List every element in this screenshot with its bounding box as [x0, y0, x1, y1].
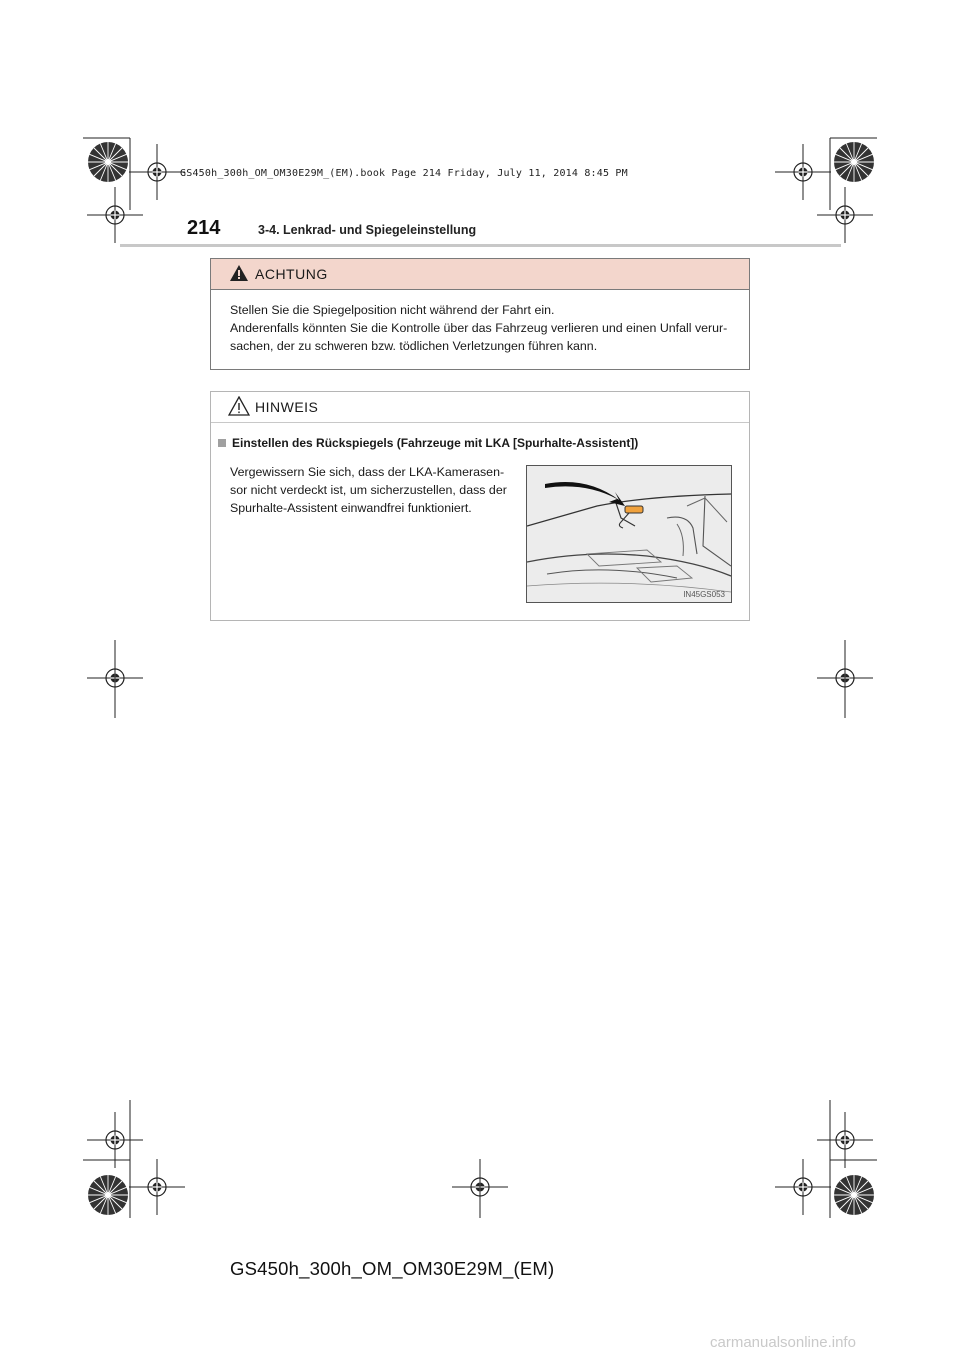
warning-title: ACHTUNG [255, 266, 328, 282]
warning-header [211, 259, 749, 290]
camera-sensor-illustration [526, 465, 732, 603]
notice-triangle-icon [228, 396, 250, 416]
section-title: 3-4. Lenkrad- und Spiegeleinstellung [258, 223, 477, 237]
notice-subheading [218, 436, 638, 450]
windshield-illustration [527, 466, 731, 602]
notice-box [210, 391, 750, 621]
notice-text [230, 463, 512, 517]
figure-code: IN45GS053 [683, 590, 725, 599]
warning-paragraph: Stellen Sie die Spiegelposition nicht während der Fahrt ein. [230, 303, 555, 317]
header-rule [120, 244, 841, 247]
notice-header [211, 392, 749, 423]
notice-subheading-text: Einstellen des Rückspiegels (Fahrzeuge mit LKA [Spurhalte-Assistent]) [232, 436, 639, 450]
notice-paragraph: Vergewissern Sie sich, dass der LKA-Kamerasen-sor nicht verdeckt ist, um sicherzustellen, dass der Spurhalte-Assistent einwandfrei funktioniert. [230, 465, 507, 515]
site-watermark: carmanualsonline.info [710, 1334, 856, 1351]
warning-paragraph: Anderenfalls könnten Sie die Kontrolle über das Fahrzeug verlieren und einen Unfall verur-sachen, der zu schweren bzw. tödlichen Verletzungen führen kann. [230, 321, 728, 353]
bullet-square-icon [218, 439, 226, 447]
warning-text [230, 301, 740, 355]
notice-title: HINWEIS [255, 399, 319, 415]
warning-triangle-icon [230, 265, 248, 281]
page-number: 214 [187, 217, 221, 239]
file-stamp: GS450h_300h_OM_OM30E29M_(EM).book Page 214 Friday, July 11, 2014 8:45 PM [180, 168, 628, 179]
document-code: GS450h_300h_OM_OM30E29M_(EM) [230, 1258, 555, 1279]
warning-box [210, 258, 750, 370]
